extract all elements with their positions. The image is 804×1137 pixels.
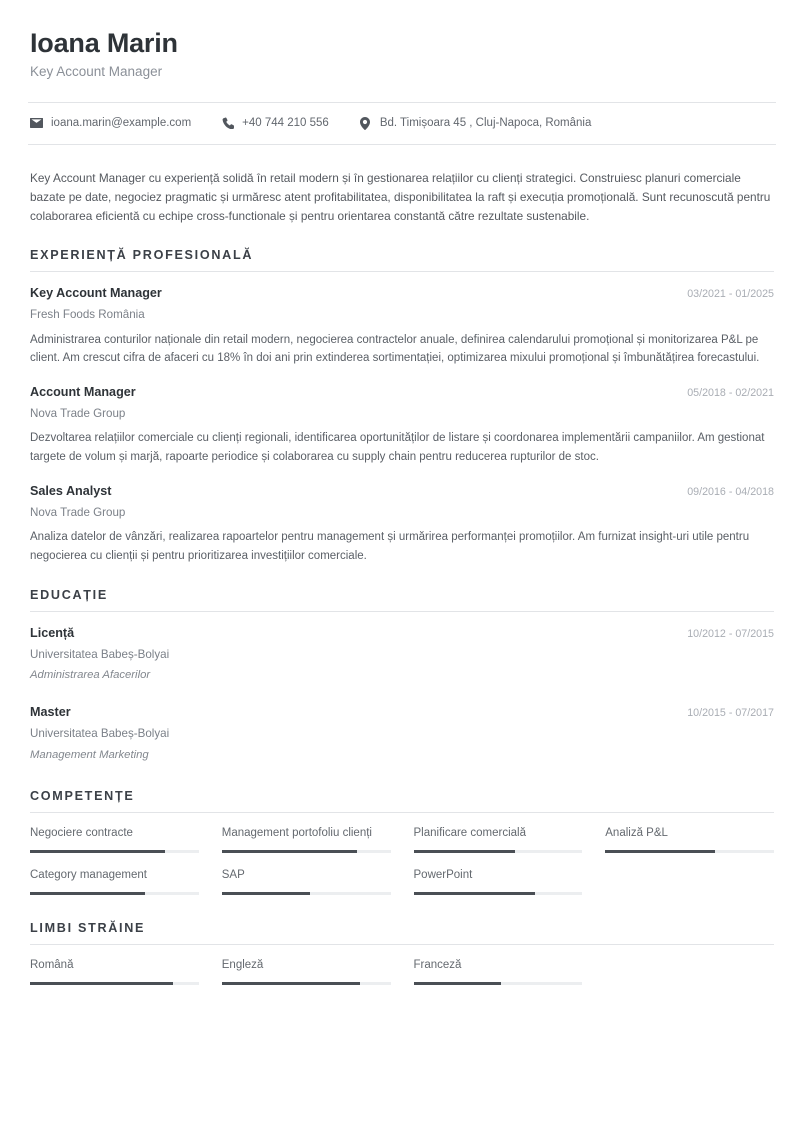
experience-company: Nova Trade Group [30, 505, 126, 519]
skill-level-fill [414, 850, 515, 853]
education-degree: Master [30, 705, 71, 720]
experience-dates: 09/2016 - 04/2018 [687, 485, 774, 498]
skill-label: Engleză [221, 959, 264, 972]
education-entry-head [30, 625, 774, 642]
envelope-icon [30, 118, 43, 128]
resume-header [28, 28, 776, 81]
section-title-languages: LIMBI STRĂINE [30, 921, 146, 936]
skill-item [222, 958, 391, 985]
skill-label: Analiză P&L [605, 827, 668, 840]
section-education [28, 588, 776, 764]
experience-company: Nova Trade Group [30, 406, 126, 420]
section-rule-skills [30, 812, 774, 813]
languages-grid [30, 958, 774, 985]
experience-description: Analiza datelor de vânzări, realizarea rapoartelor pentru management și urmărirea performanței promoțiilor. Am furnizat insight-uri utile pentru negocierea cu clienții și pentru prioritizarea investițiilor comerciale. [30, 531, 750, 562]
contact-row [28, 103, 776, 130]
skill-label: PowerPoint [413, 869, 473, 882]
experience-entry-head [30, 285, 774, 302]
education-entry [30, 704, 774, 763]
skill-level-track [30, 982, 199, 985]
section-languages [28, 921, 776, 985]
skills-grid [30, 826, 774, 895]
contact-phone[interactable] [221, 117, 329, 129]
section-skills [28, 789, 776, 895]
experience-job-title: Account Manager [30, 384, 136, 399]
phone-icon [221, 117, 234, 129]
section-rule-experience [30, 271, 774, 272]
section-experience [28, 248, 776, 566]
contact-divider [28, 144, 776, 145]
experience-description: Administrarea conturilor naționale din retail modern, negocierea contractelor anuale, definirea calendarului promoțional și monitorizarea P&L pe client. Am crescut cifra de afaceri cu 18% în doi ani prin extinderea sortimentației, optimizarea mixului promoțional și îmbunătățirea forecastului. [30, 333, 760, 365]
skill-item [30, 868, 199, 895]
education-dates: 10/2012 - 07/2015 [687, 627, 774, 640]
experience-dates: 05/2018 - 02/2021 [687, 386, 774, 399]
education-field: Administrarea Afacerilor [30, 669, 151, 682]
candidate-role: Key Account Manager [30, 64, 163, 80]
location-pin-icon [359, 117, 372, 130]
skill-item [30, 826, 199, 853]
contact-phone-text: +40 744 210 556 [242, 117, 329, 130]
experience-dates: 03/2021 - 01/2025 [687, 287, 774, 300]
skill-level-track [605, 850, 774, 853]
skill-level-track [414, 982, 583, 985]
skill-level-fill [414, 892, 536, 895]
skill-label: Management portofoliu clienți [221, 827, 372, 840]
skill-level-fill [30, 982, 173, 985]
section-title-experience: EXPERIENȚĂ PROFESIONALĂ [30, 247, 254, 262]
experience-entry-head [30, 483, 774, 500]
skill-item [605, 826, 774, 853]
education-dates: 10/2015 - 07/2017 [687, 707, 774, 720]
education-institution: Universitatea Babeș-Bolyai [30, 647, 170, 661]
education-field: Management Marketing [30, 749, 149, 762]
section-title-skills: COMPETENȚE [30, 789, 135, 804]
skill-item [414, 826, 583, 853]
education-entry [30, 625, 774, 684]
section-rule-languages [30, 944, 774, 945]
skill-label: Franceză [413, 959, 462, 972]
experience-company: Fresh Foods România [30, 307, 145, 321]
skill-level-track [222, 982, 391, 985]
skill-item [222, 826, 391, 853]
skill-item [414, 958, 583, 985]
skill-label: Planificare comercială [413, 827, 526, 840]
section-rule-education [30, 611, 774, 612]
skill-item [222, 868, 391, 895]
experience-entry-head [30, 384, 774, 401]
experience-entry [30, 285, 774, 368]
skill-label: SAP [221, 869, 245, 882]
section-title-education: EDUCAȚIE [30, 587, 108, 602]
skill-level-track [30, 850, 199, 853]
professional-summary: Key Account Manager cu experiență solidă în retail modern și în gestionarea relațiilor cu clienți strategici. Construiesc planuri comerciale bazate pe date, negociez pragmatic și urmăresc atent profitabilitatea, disponibilitatea la raft și execuția promoțională. Sunt recunoscută pentru colaborarea eficientă cu echipe cross-functionale și pentru orientarea constantă către rezultate sustenabile. [30, 170, 771, 223]
skill-level-track [30, 892, 199, 895]
skill-level-track [222, 850, 391, 853]
skill-item [414, 868, 583, 895]
skill-level-fill [605, 850, 715, 853]
education-entry-head [30, 704, 774, 721]
contact-address[interactable] [359, 117, 592, 130]
experience-job-title: Key Account Manager [30, 285, 162, 300]
skill-level-fill [30, 850, 165, 853]
skill-level-fill [30, 892, 145, 895]
skill-level-track [222, 892, 391, 895]
experience-description: Dezvoltarea relațiilor comerciale cu clienți regionali, identificarea oportunităților de listare și coordonarea implementării campaniilor. Am gestionat targete de volum și marjă, rapoarte periodice și colaborarea cu supply chain pentru reducerea rupturilor de stoc. [30, 432, 765, 464]
skill-item [30, 958, 199, 985]
skill-label: Negociere contracte [30, 827, 133, 840]
skill-label: Română [30, 959, 74, 972]
skill-level-fill [222, 850, 357, 853]
contact-address-text: Bd. Timișoara 45 , Cluj-Napoca, România [379, 117, 592, 130]
experience-entry [30, 483, 774, 566]
skill-level-fill [414, 982, 502, 985]
contact-email-text: ioana.marin@example.com [51, 117, 192, 130]
skill-level-fill [222, 892, 310, 895]
education-degree: Licență [30, 625, 75, 640]
experience-job-title: Sales Analyst [30, 483, 112, 498]
contact-email[interactable] [30, 117, 191, 129]
skill-level-track [414, 850, 583, 853]
education-institution: Universitatea Babeș-Bolyai [30, 727, 170, 741]
skill-level-fill [222, 982, 360, 985]
experience-entry [30, 384, 774, 467]
candidate-name: Ioana Marin [30, 28, 178, 58]
skill-level-track [414, 892, 583, 895]
skill-label: Category management [30, 869, 147, 882]
